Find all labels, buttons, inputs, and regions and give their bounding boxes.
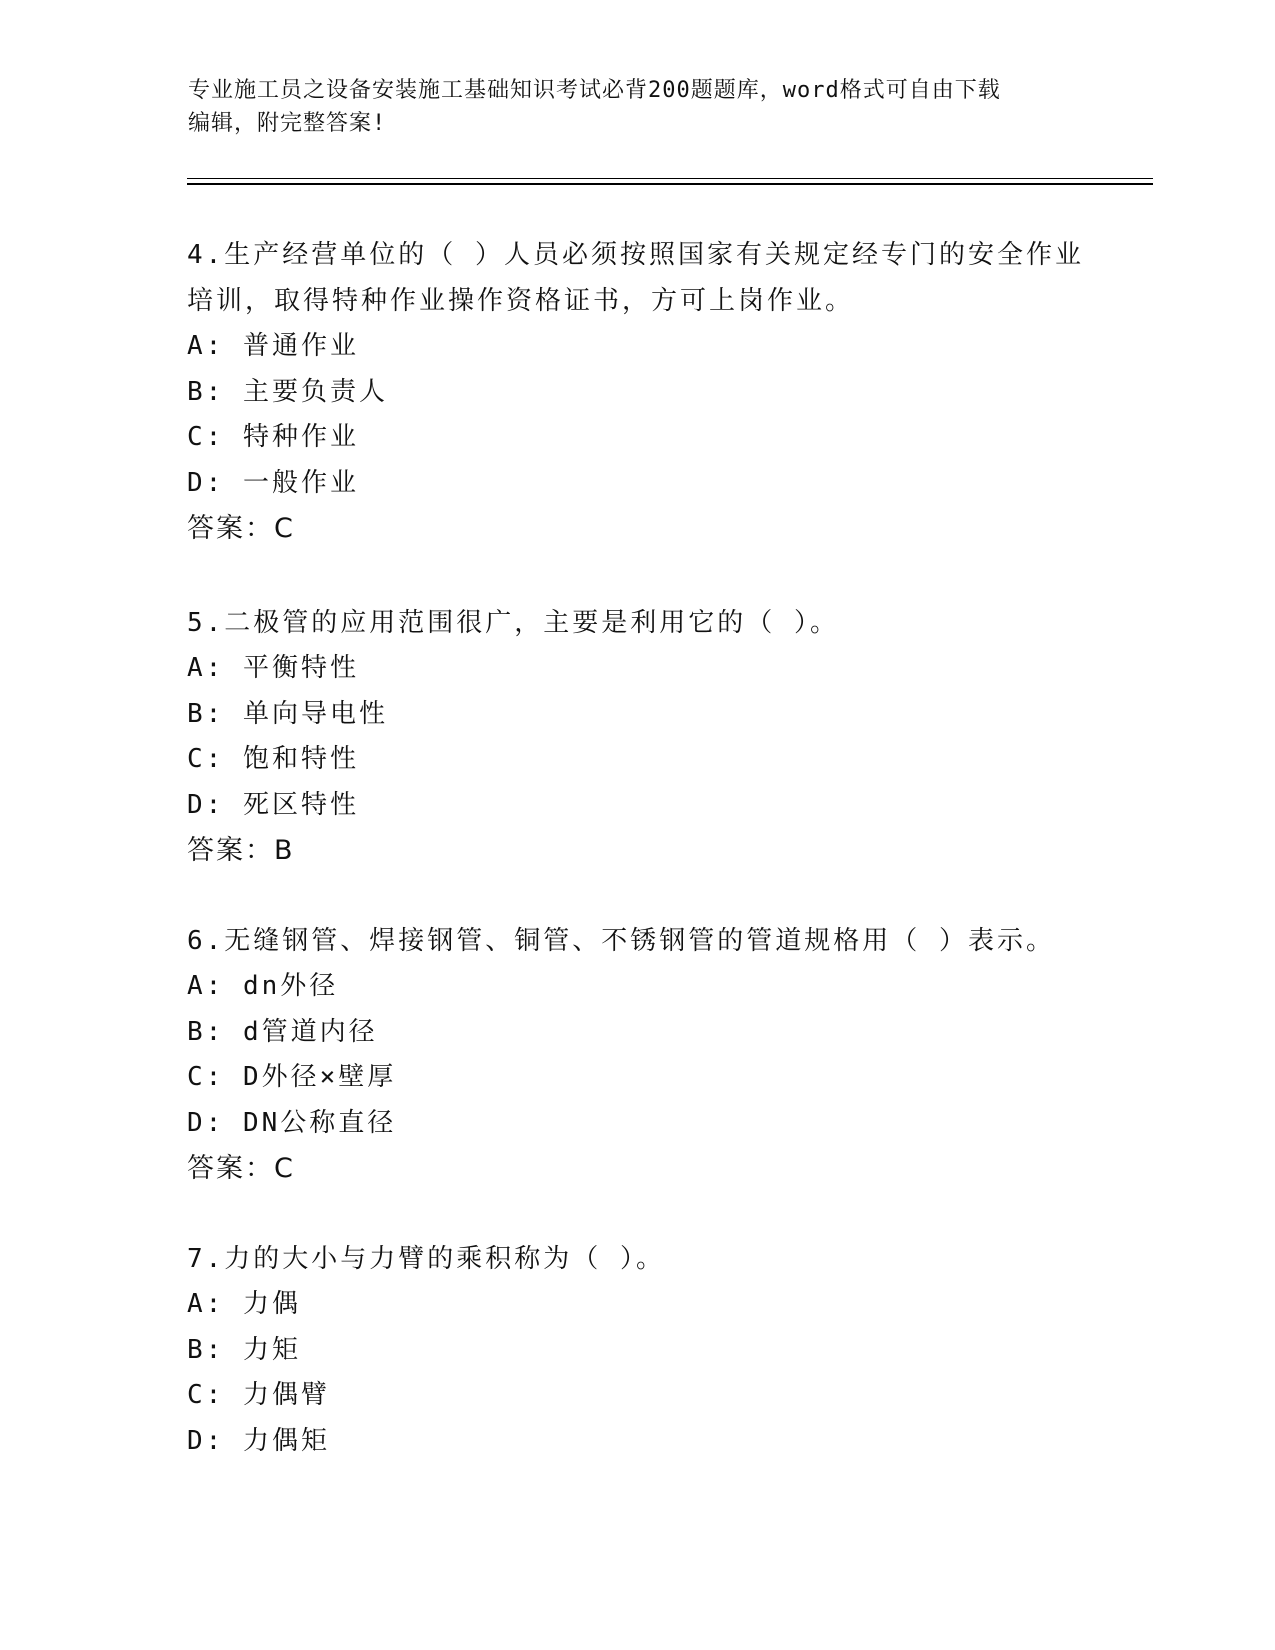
option-a: A: dn外径	[187, 971, 339, 1001]
answer: 答案：C	[187, 1153, 295, 1184]
option-d: D: DN公称直径	[187, 1107, 397, 1138]
answer: 答案：C	[187, 513, 295, 544]
question-stem: 6.无缝钢管、焊接钢管、铜管、不锈钢管的管道规格用（ ）表示。	[187, 926, 1055, 956]
option-a: A: 力偶	[187, 1289, 301, 1319]
question-stem: 7.力的大小与力臂的乘积称为（ ）。	[187, 1244, 665, 1274]
header-divider-thick	[187, 183, 1153, 185]
option-c: C: 饱和特性	[187, 744, 359, 774]
option-d: D: 一般作业	[187, 467, 359, 498]
option-d: D: 力偶矩	[187, 1425, 330, 1456]
answer: 答案：B	[187, 835, 295, 866]
option-a: A: 平衡特性	[187, 653, 359, 683]
option-b: B: 主要负责人	[187, 376, 388, 407]
question-4	[187, 232, 1087, 552]
option-b: B: 单向导电性	[187, 698, 388, 729]
question-7	[187, 1236, 1087, 1464]
header-divider-thin	[187, 178, 1153, 179]
question-5	[187, 600, 1087, 874]
question-stem: 5.二极管的应用范围很广，主要是利用它的（ ）。	[187, 608, 839, 638]
option-c: C: 特种作业	[187, 422, 359, 452]
option-d: D: 死区特性	[187, 789, 359, 820]
header-line-2: 编辑，附完整答案!	[188, 111, 387, 136]
option-a: A: 普通作业	[187, 331, 359, 361]
header-line-1: 专业施工员之设备安装施工基础知识考试必背200题题库，word格式可自由下载	[188, 78, 1001, 103]
option-b: B: 力矩	[187, 1334, 301, 1365]
option-b: B: d管道内径	[187, 1016, 378, 1047]
question-stem: 4.生产经营单位的（ ）人员必须按照国家有关规定经专门的安全作业	[187, 240, 1084, 270]
document-header	[188, 74, 1088, 140]
question-stem-continued: 培训，取得特种作业操作资格证书，方可上岗作业。	[187, 286, 855, 316]
option-c: C: D外径×壁厚	[187, 1062, 397, 1092]
option-c: C: 力偶臂	[187, 1380, 330, 1410]
question-6	[187, 918, 1087, 1192]
